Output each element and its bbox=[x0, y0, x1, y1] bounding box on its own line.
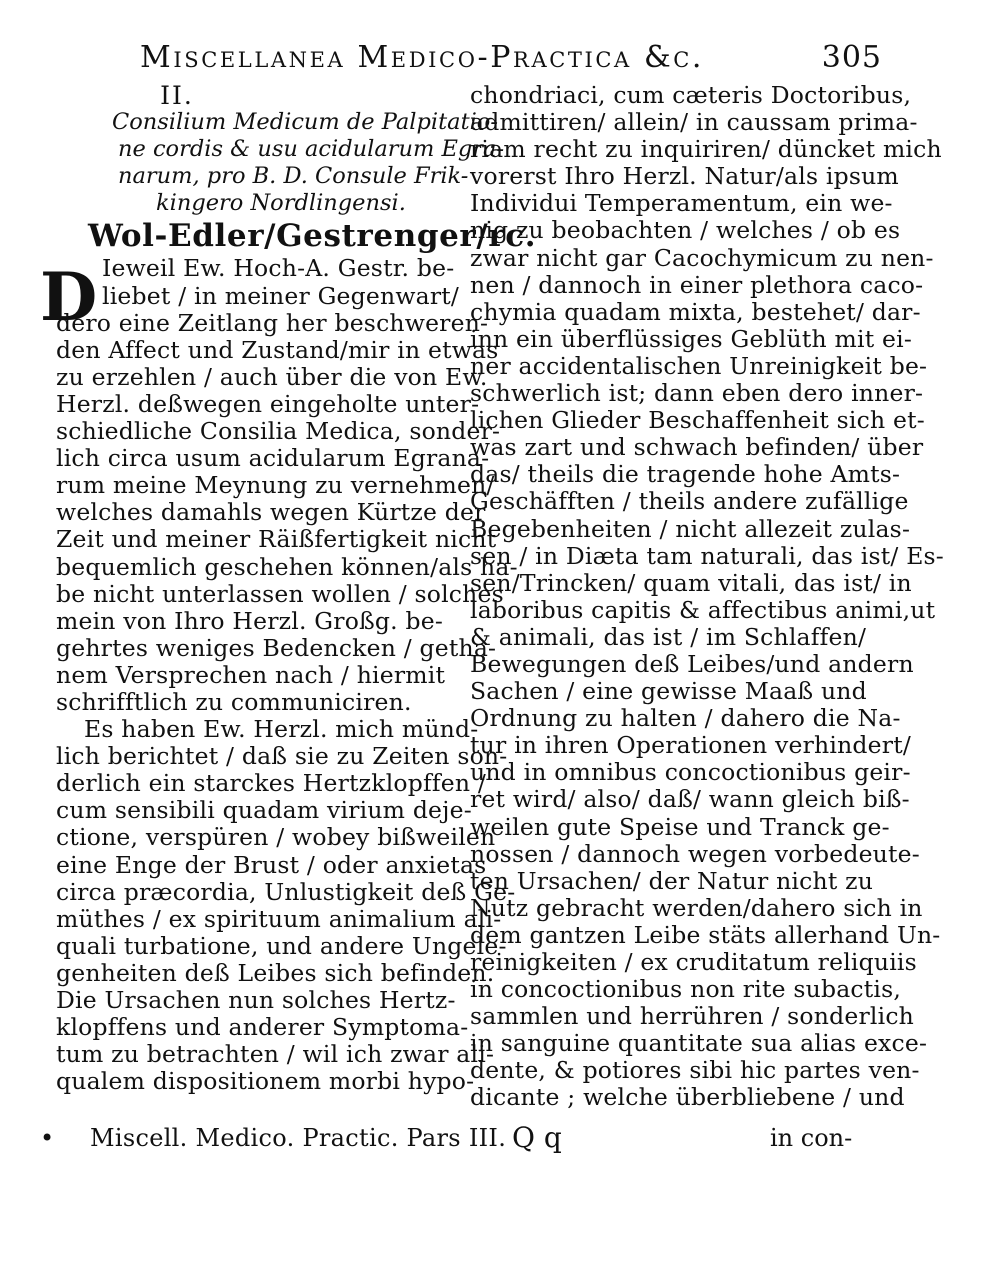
text-line: schrifftlich zu communiciren. bbox=[56, 687, 412, 716]
text-line: laboribus capitis & affectibus animi,ut bbox=[470, 595, 936, 624]
text-line: ctione, verspüren / wobey bißweilen bbox=[56, 823, 496, 852]
text-line: ner accidentalischen Unreinigkeit be- bbox=[470, 351, 928, 380]
footer-dot: • bbox=[40, 1124, 55, 1152]
signature-line: Miscell. Medico. Practic. Pars III. bbox=[90, 1124, 507, 1152]
title-line: kingero Nordlingensi. bbox=[156, 190, 406, 217]
text-line: Geschäfften / theils andere zufällige bbox=[470, 487, 909, 516]
text-line: zwar nicht gar Cacochymicum zu nen- bbox=[470, 243, 934, 272]
text-line: in concoctionibus non rite subactis, bbox=[470, 975, 902, 1004]
text-line: schwerlich ist; dann eben dero inner- bbox=[470, 379, 924, 408]
text-line: mein von Ihro Herzl. Großg. be- bbox=[56, 606, 444, 635]
text-line: klopffens und anderer Symptoma- bbox=[56, 1013, 469, 1042]
text-line: Individui Temperamentum, ein we- bbox=[470, 189, 893, 218]
text-line: Bewegungen deß Leibes/und andern bbox=[470, 649, 914, 678]
left-column bbox=[38, 81, 537, 1096]
text-line: lichen Glieder Beschaffenheit sich et- bbox=[470, 406, 925, 435]
text-line: nossen / dannoch wegen vorbedeute- bbox=[470, 839, 920, 868]
signature-mark: Q q bbox=[512, 1121, 562, 1154]
text-line: inn ein überflüssiges Geblüth mit ei- bbox=[470, 324, 912, 353]
text-line: dente, & potiores sibi hic partes ven- bbox=[470, 1056, 920, 1085]
text-line: sen / in Diæta tam naturali, das ist/ Es- bbox=[470, 541, 944, 570]
text-line: eine Enge der Brust / oder anxietas bbox=[56, 850, 487, 879]
text-line: tur in ihren Operationen verhindert/ bbox=[470, 731, 911, 760]
text-line: Herzl. deßwegen eingeholte unter- bbox=[56, 389, 480, 418]
page-header bbox=[140, 40, 900, 84]
text-line: nig zu beobachten / welches / ob es bbox=[470, 216, 901, 245]
page-number: 305 bbox=[821, 40, 882, 75]
text-line: circa præcordia, Unlustigkeit deß Ge- bbox=[56, 877, 516, 906]
text-line: welches damahls wegen Kürtze der bbox=[56, 498, 486, 527]
title-line: Consilium Medicum de Palpitatio- bbox=[112, 109, 498, 136]
text-line: Sachen / eine gewisse Maaß und bbox=[470, 677, 867, 706]
text-line: Zeit und meiner Räißfertigkeit nicht bbox=[56, 525, 497, 554]
text-line: Die Ursachen nun solches Hertz- bbox=[56, 986, 456, 1014]
text-line: Nutz gebracht werden/dahero sich in bbox=[470, 893, 923, 922]
text-line: das/ theils die tragende hohe Amts- bbox=[470, 460, 901, 489]
text-line: lich berichtet / daß sie zu Zeiten son- bbox=[56, 742, 508, 771]
text-line: admittiren/ allein/ in caussam prima- bbox=[470, 108, 918, 137]
text-line: nen / dannoch in einer plethora caco- bbox=[470, 270, 924, 299]
text-line: rum meine Meynung zu vernehmen/ bbox=[56, 471, 495, 500]
right-column bbox=[470, 81, 944, 1112]
text-line: riam recht zu inquiriren/ düncket mich bbox=[470, 135, 942, 164]
drop-cap: D bbox=[40, 258, 98, 336]
text-line: cum sensibili quadam virium deje- bbox=[56, 796, 472, 825]
text-line: be nicht unterlassen wollen / solches bbox=[56, 579, 504, 608]
text-line: weilen gute Speise und Tranck ge- bbox=[470, 812, 890, 841]
text-line: chymia quadam mixta, bestehet/ dar- bbox=[470, 297, 921, 326]
text-line: nem Versprechen nach / hiermit bbox=[56, 660, 446, 689]
text-line: bequemlich geschehen können/als ha- bbox=[56, 552, 518, 581]
text-line: und in omnibus concoctionibus geir- bbox=[470, 758, 911, 787]
text-line: in sanguine quantitate sua alias exce- bbox=[470, 1029, 928, 1058]
text-line: & animali, das ist / im Schlaffen/ bbox=[470, 622, 867, 651]
text-line: gehrtes weniges Bedencken / getha- bbox=[56, 633, 497, 662]
text-line: qualem dispositionem morbi hypo- bbox=[56, 1067, 475, 1096]
text-line: liebet / in meiner Gegenwart/ bbox=[102, 281, 460, 310]
text-line: ten Ursachen/ der Natur nicht zu bbox=[470, 866, 874, 895]
text-line: zu erzehlen / auch über die von Ew. bbox=[56, 362, 488, 391]
text-line: derlich ein starckes Hertzklopffen / bbox=[56, 769, 487, 798]
section-number: II. bbox=[160, 81, 194, 110]
text-line: den Affect und Zustand/mir in etwas bbox=[56, 335, 499, 364]
text-line: dicante ; welche überbliebene / und bbox=[470, 1083, 905, 1112]
text-line: Begebenheiten / nicht allezeit zulas- bbox=[470, 514, 911, 543]
text-line: ret wird/ also/ daß/ wann gleich biß- bbox=[470, 785, 910, 814]
text-line: sen/Trincken/ quam vitali, das ist/ in bbox=[470, 568, 912, 597]
text-line: reinigkeiten / ex cruditatum reliquiis bbox=[470, 948, 917, 976]
text-line: tum zu betrachten / wil ich zwar ali- bbox=[56, 1040, 495, 1069]
text-line: schiedliche Consilia Medica, sonder- bbox=[56, 417, 501, 446]
text-line: Ieweil Ew. Hoch-A. Gestr. be- bbox=[102, 254, 455, 283]
catchword: in con- bbox=[770, 1124, 853, 1152]
text-line: lich circa usum acidularum Egrana- bbox=[56, 444, 490, 473]
running-head: Miscellanea Medico-Practica &c. bbox=[140, 40, 705, 75]
text-line: chondriaci, cum cæteris Doctoribus, bbox=[470, 81, 912, 109]
text-line: was zart und schwach befinden/ über bbox=[470, 433, 924, 462]
text-line: vorerst Ihro Herzl. Natur/als ipsum bbox=[470, 162, 899, 191]
salutation: Wol-Edler/Gestrenger/rc. bbox=[88, 218, 537, 255]
text-line: quali turbatione, und andere Ungele- bbox=[56, 931, 507, 960]
text-line: müthes / ex spirituum animalium ali- bbox=[56, 904, 502, 933]
text-line: Ordnung zu halten / dahero die Na- bbox=[470, 704, 901, 733]
page-footer bbox=[0, 1122, 1000, 1154]
text-line: Es haben Ew. Herzl. mich münd- bbox=[84, 715, 479, 744]
text-line: sammlen und herrühren / sonderlich bbox=[470, 1002, 915, 1031]
title-line: narum, pro B. D. Consule Frik- bbox=[118, 163, 469, 190]
title-line: ne cordis & usu acidularum Egra- bbox=[118, 136, 505, 163]
text-line: dero eine Zeitlang her beschweren- bbox=[56, 308, 489, 337]
text-line: dem gantzen Leibe stäts allerhand Un- bbox=[470, 920, 941, 949]
text-line: genheiten deß Leibes sich befinden. bbox=[56, 958, 495, 987]
